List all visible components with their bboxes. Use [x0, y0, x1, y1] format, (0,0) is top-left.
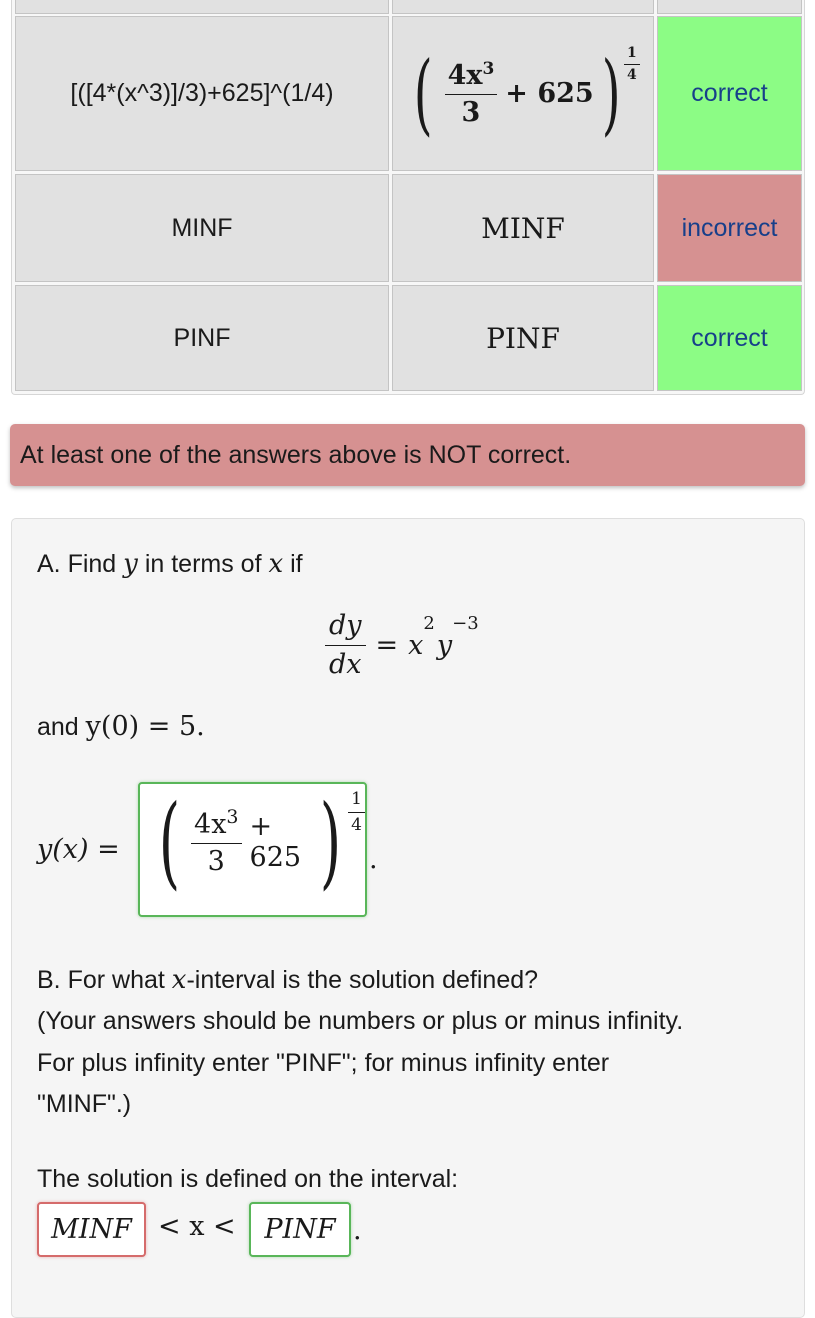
part-b-instructions-line: "MINF".) — [37, 1090, 132, 1118]
entered-answer-cell — [15, 16, 389, 171]
part-b-instructions-line: For plus infinity enter "PINF"; for minus infinity enter — [37, 1049, 610, 1077]
banner-message: At least one of the answers above is NOT correct. — [20, 440, 572, 469]
result-label: incorrect — [681, 213, 778, 242]
result-label: correct — [691, 323, 768, 352]
result-cell-correct — [657, 285, 802, 391]
answer-value: ( $\frac{4x^3}{3}$ + 625 ) $\frac{1}{4}$ — [150, 792, 365, 892]
prev-row-entered-cell — [15, 0, 389, 14]
answer-preview: MINF — [481, 211, 565, 245]
answer-label: y(x) = — [37, 834, 120, 865]
prev-row-result-cell — [657, 0, 802, 14]
answer-period: . — [369, 844, 378, 875]
answer-preview-cell — [392, 285, 654, 391]
answer-input-y[interactable] — [138, 782, 367, 917]
answer-preview: PINF — [486, 321, 560, 355]
part-b-instructions-line: (Your answers should be numbers or plus or minus infinity. — [37, 1007, 684, 1035]
interval-inequality: < x < — [158, 1211, 236, 1242]
result-label: correct — [691, 79, 768, 107]
result-cell-incorrect — [657, 174, 802, 282]
entered-answer-cell — [15, 174, 389, 282]
answer-preview-cell — [392, 16, 654, 171]
interval-label: The solution is defined on the interval: — [37, 1165, 459, 1193]
interval-period: . — [353, 1215, 362, 1246]
incorrect-answers-banner — [10, 424, 805, 486]
answer-preview: ( $\frac{4x^3}{3}$ + 625 ) $\frac{1}{4}$ — [406, 50, 640, 138]
entered-answer: MINF — [171, 213, 233, 242]
initial-condition: and y(0) = 5. — [37, 711, 205, 742]
part-b-question: B. For what x-interval is the solution defined? — [37, 965, 539, 995]
lower-bound-input[interactable]: MINF — [37, 1202, 146, 1257]
differential-equation: $\frac{dy}{dx}$ = x $^2$ y $^{-3}$ — [325, 611, 479, 679]
entered-answer: PINF — [173, 323, 231, 352]
upper-bound-input[interactable]: PINF — [249, 1202, 351, 1257]
entered-answer: [([4*(x^3)]/3)+625]^(1/4) — [70, 79, 334, 107]
answer-preview-cell — [392, 174, 654, 282]
result-cell-correct — [657, 16, 802, 171]
problem-panel — [11, 518, 805, 1318]
part-a-question: A. Find y in terms of x if — [37, 549, 303, 579]
entered-answer-cell — [15, 285, 389, 391]
prev-row-preview-cell — [392, 0, 654, 14]
results-table — [11, 0, 805, 395]
